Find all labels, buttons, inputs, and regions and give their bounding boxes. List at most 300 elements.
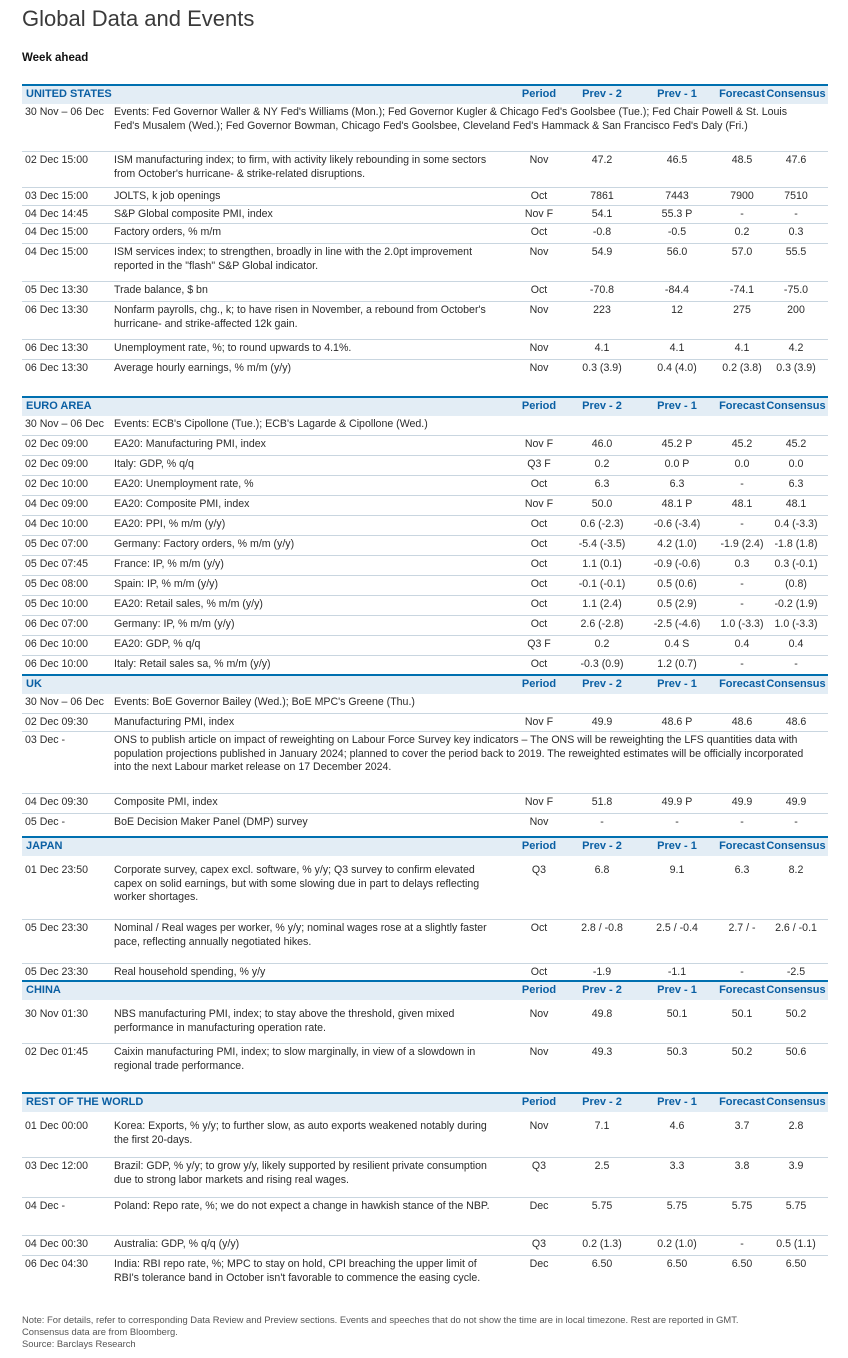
column-header-prev2: Prev - 2 xyxy=(582,88,622,100)
row-prev1: 48.6 P xyxy=(661,716,693,728)
row-prev2: - xyxy=(600,816,604,828)
row-prev1: -84.4 xyxy=(664,284,690,296)
row-divider xyxy=(22,731,828,732)
row-consensus: 1.0 (-3.3) xyxy=(774,618,818,630)
row-prev2: -0.1 (-0.1) xyxy=(578,578,626,590)
row-event: Caixin manufacturing PMI, index; to slow marginally, in view of a slowdown in regional trade performance. xyxy=(114,1046,476,1072)
column-header-forecast: Forecast xyxy=(719,840,765,852)
row-date: 04 Dec 09:30 xyxy=(25,796,89,808)
row-consensus: (0.8) xyxy=(785,578,807,590)
row-consensus: 50.2 xyxy=(785,1008,807,1020)
row-consensus: 48.6 xyxy=(785,716,807,728)
row-prev2: 7861 xyxy=(590,190,614,202)
row-event: Nominal / Real wages per worker, % y/y; nominal wages rose at a slightly faster pace, reflecting annually negotiated hikes. xyxy=(114,922,487,948)
row-consensus: -1.8 (1.8) xyxy=(774,538,818,550)
row-prev2: 49.3 xyxy=(591,1046,613,1058)
row-date: 06 Dec 04:30 xyxy=(25,1258,89,1270)
row-forecast: - xyxy=(740,658,744,670)
row-prev2: 1.1 (2.4) xyxy=(582,598,622,610)
row-date: 03 Dec 15:00 xyxy=(25,190,89,202)
row-period: Nov xyxy=(529,362,549,374)
row-divider xyxy=(22,555,828,556)
row-event: EA20: Manufacturing PMI, index xyxy=(114,438,266,450)
row-event: Trade balance, $ bn xyxy=(114,284,208,296)
row-consensus: 7510 xyxy=(784,190,808,202)
row-event: Factory orders, % m/m xyxy=(114,226,222,238)
row-forecast: 4.1 xyxy=(734,342,750,354)
row-consensus: 0.4 xyxy=(788,638,804,650)
row-divider xyxy=(22,187,828,188)
row-consensus: 0.3 (3.9) xyxy=(776,362,816,374)
row-prev1: 49.9 P xyxy=(661,796,693,808)
row-period: Oct xyxy=(530,658,548,670)
row-period: Nov xyxy=(529,1120,549,1132)
column-header-forecast: Forecast xyxy=(719,678,765,690)
row-consensus: - xyxy=(794,816,798,828)
row-prev2: 0.6 (-2.3) xyxy=(580,518,624,530)
row-forecast: 3.8 xyxy=(734,1160,750,1172)
row-period: Oct xyxy=(530,518,548,530)
row-period: Dec xyxy=(529,1200,549,1212)
row-period: Nov F xyxy=(524,208,554,220)
row-prev2: -0.8 xyxy=(592,226,612,238)
row-period: Oct xyxy=(530,922,548,934)
row-period: Q3 F xyxy=(527,638,551,650)
row-prev1: 5.75 xyxy=(666,1200,688,1212)
row-period: Oct xyxy=(530,966,548,978)
row-divider xyxy=(22,301,828,302)
row-event: EA20: PPI, % m/m (y/y) xyxy=(114,518,226,530)
row-prev1: 0.5 (0.6) xyxy=(657,578,697,590)
row-divider xyxy=(22,713,828,714)
row-prev1: -0.5 xyxy=(667,226,687,238)
row-event: JOLTS, k job openings xyxy=(114,190,221,202)
column-header-forecast: Forecast xyxy=(719,88,765,100)
row-prev1: 0.2 (1.0) xyxy=(657,1238,697,1250)
row-consensus: 48.1 xyxy=(785,498,807,510)
column-header-period: Period xyxy=(521,678,557,690)
row-consensus: 4.2 xyxy=(788,342,804,354)
row-forecast: - xyxy=(740,518,744,530)
row-date: 30 Nov – 06 Dec xyxy=(25,106,104,118)
row-date: 04 Dec 14:45 xyxy=(25,208,89,220)
section-header xyxy=(22,1092,828,1112)
row-consensus: 50.6 xyxy=(785,1046,807,1058)
row-prev1: 50.3 xyxy=(666,1046,688,1058)
row-consensus: 55.5 xyxy=(785,246,807,258)
column-header-prev1: Prev - 1 xyxy=(657,1096,697,1108)
row-period: Q3 xyxy=(531,1238,547,1250)
row-forecast: - xyxy=(740,966,744,978)
section-title: JAPAN xyxy=(26,840,63,852)
row-divider xyxy=(22,359,828,360)
row-consensus: - xyxy=(794,208,798,220)
row-prev1: 4.1 xyxy=(669,342,685,354)
row-event: France: IP, % m/m (y/y) xyxy=(114,558,224,570)
row-date: 05 Dec 23:30 xyxy=(25,966,89,978)
column-header-forecast: Forecast xyxy=(719,400,765,412)
section-title: UNITED STATES xyxy=(26,88,112,100)
row-date: 30 Nov – 06 Dec xyxy=(25,696,104,708)
row-event: Germany: IP, % m/m (y/y) xyxy=(114,618,235,630)
row-divider xyxy=(22,1197,828,1198)
row-forecast: 45.2 xyxy=(731,438,753,450)
row-prev2: 1.1 (0.1) xyxy=(582,558,622,570)
row-forecast: 6.50 xyxy=(731,1258,753,1270)
row-event: EA20: GDP, % q/q xyxy=(114,638,201,650)
row-divider xyxy=(22,1255,828,1256)
row-consensus: 0.5 (1.1) xyxy=(776,1238,816,1250)
row-prev2: 54.1 xyxy=(591,208,613,220)
row-date: 05 Dec 08:00 xyxy=(25,578,89,590)
row-prev2: 7.1 xyxy=(594,1120,610,1132)
row-prev1: 6.50 xyxy=(666,1258,688,1270)
row-date: 05 Dec - xyxy=(25,816,66,828)
row-prev2: 5.75 xyxy=(591,1200,613,1212)
row-period: Nov F xyxy=(524,796,554,808)
row-event: ISM services index; to strengthen, broadly in line with the 2.0pt improvement reported in the "flash" S&P Global indicator. xyxy=(114,246,473,272)
row-forecast: - xyxy=(740,578,744,590)
row-forecast: 0.0 xyxy=(734,458,750,470)
row-forecast: 0.3 xyxy=(734,558,750,570)
section-header xyxy=(22,674,828,694)
row-consensus: 2.6 / -0.1 xyxy=(775,922,817,934)
row-consensus: 6.50 xyxy=(785,1258,807,1270)
row-date: 02 Dec 10:00 xyxy=(25,478,89,490)
footnote-line: Consensus data are from Bloomberg. xyxy=(22,1326,178,1338)
row-date: 06 Dec 13:30 xyxy=(25,304,89,316)
row-prev1: -2.5 (-4.6) xyxy=(653,618,701,630)
row-forecast: 0.2 xyxy=(734,226,750,238)
row-date: 02 Dec 09:00 xyxy=(25,458,89,470)
row-prev1: 48.1 P xyxy=(661,498,693,510)
row-consensus: 200 xyxy=(787,304,805,316)
row-forecast: - xyxy=(740,816,744,828)
column-header-consensus: Consensus xyxy=(766,88,826,100)
row-forecast: 1.0 (-3.3) xyxy=(720,618,764,630)
row-prev2: 51.8 xyxy=(591,796,613,808)
row-period: Nov F xyxy=(524,716,554,728)
row-forecast: 57.0 xyxy=(731,246,753,258)
column-header-prev1: Prev - 1 xyxy=(657,678,697,690)
row-prev2: 0.2 xyxy=(594,458,610,470)
column-header-consensus: Consensus xyxy=(766,678,826,690)
row-event: Average hourly earnings, % m/m (y/y) xyxy=(114,362,292,374)
row-event: Events: ECB's Cipollone (Tue.); ECB's Lagarde & Cipollone (Wed.) xyxy=(114,418,428,430)
row-forecast: 3.7 xyxy=(734,1120,750,1132)
row-divider xyxy=(22,475,828,476)
row-event: Corporate survey, capex excl. software, % y/y; Q3 survey to confirm elevated capex on solid earnings, but with some slowing due in part to delays reflecting worker shortages. xyxy=(114,864,480,904)
row-date: 04 Dec 15:00 xyxy=(25,226,89,238)
row-date: 01 Dec 23:50 xyxy=(25,864,89,876)
row-event: ONS to publish article on impact of reweighting on Labour Force Survey key indicators – The ONS will be reweighting the LFS quantities data with population projections published in January 2024; planned to cover the period back to 2019. The reweighted estimates will be officially incorporated into the next Labour market release on 17 December 2024. xyxy=(114,734,804,774)
row-date: 02 Dec 09:30 xyxy=(25,716,89,728)
row-period: Oct xyxy=(530,578,548,590)
row-consensus: 0.0 xyxy=(788,458,804,470)
row-prev1: - xyxy=(675,816,679,828)
column-header-prev2: Prev - 2 xyxy=(582,400,622,412)
row-consensus: 0.3 (-0.1) xyxy=(774,558,818,570)
row-event: Manufacturing PMI, index xyxy=(114,716,235,728)
row-event: India: RBI repo rate, %; MPC to stay on hold, CPI breaching the upper limit of RBI's tolerance band in October isn't favorable to commence the easing cycle. xyxy=(114,1258,481,1284)
column-header-forecast: Forecast xyxy=(719,984,765,996)
row-period: Nov xyxy=(529,816,549,828)
row-date: 04 Dec 10:00 xyxy=(25,518,89,530)
row-prev2: 0.2 (1.3) xyxy=(582,1238,622,1250)
row-date: 02 Dec 01:45 xyxy=(25,1046,89,1058)
row-period: Oct xyxy=(530,558,548,570)
row-event: EA20: Composite PMI, index xyxy=(114,498,250,510)
row-prev1: -0.6 (-3.4) xyxy=(653,518,701,530)
row-divider xyxy=(22,495,828,496)
row-event: BoE Decision Maker Panel (DMP) survey xyxy=(114,816,308,828)
row-event: Brazil: GDP, % y/y; to grow y/y, likely supported by resilient private consumption due to strong labor markets and rising real wages. xyxy=(114,1160,487,1186)
row-period: Nov xyxy=(529,304,549,316)
row-consensus: - xyxy=(794,658,798,670)
row-divider xyxy=(22,535,828,536)
row-date: 04 Dec 15:00 xyxy=(25,246,89,258)
section-rest-of-the-world xyxy=(22,1092,828,1284)
row-prev2: 2.6 (-2.8) xyxy=(580,618,624,630)
row-forecast: - xyxy=(740,598,744,610)
row-divider xyxy=(22,963,828,964)
row-prev2: 49.9 xyxy=(591,716,613,728)
row-period: Nov xyxy=(529,342,549,354)
row-date: 06 Dec 13:30 xyxy=(25,362,89,374)
row-prev1: 45.2 P xyxy=(661,438,693,450)
row-consensus: 8.2 xyxy=(788,864,804,876)
row-event: Australia: GDP, % q/q (y/y) xyxy=(114,1238,240,1250)
row-date: 06 Dec 13:30 xyxy=(25,342,89,354)
row-consensus: 0.4 (-3.3) xyxy=(774,518,818,530)
row-date: 03 Dec - xyxy=(25,734,66,746)
row-event: Poland: Repo rate, %; we do not expect a change in hawkish stance of the NBP. xyxy=(114,1200,490,1212)
column-header-prev2: Prev - 2 xyxy=(582,678,622,690)
row-prev1: 3.3 xyxy=(669,1160,685,1172)
row-period: Nov F xyxy=(524,438,554,450)
row-prev1: -1.1 xyxy=(667,966,687,978)
row-date: 04 Dec 09:00 xyxy=(25,498,89,510)
section-title: CHINA xyxy=(26,984,61,996)
row-event: Composite PMI, index xyxy=(114,796,218,808)
column-header-forecast: Forecast xyxy=(719,1096,765,1108)
row-consensus: 45.2 xyxy=(785,438,807,450)
column-header-period: Period xyxy=(521,400,557,412)
row-prev2: -0.3 (0.9) xyxy=(580,658,624,670)
row-divider xyxy=(22,281,828,282)
row-date: 02 Dec 15:00 xyxy=(25,154,89,166)
row-event: ISM manufacturing index; to firm, with activity likely rebounding in some sectors from October's hurricane- & strike-related disruptions. xyxy=(114,154,487,180)
row-divider xyxy=(22,575,828,576)
row-divider xyxy=(22,635,828,636)
row-prev1: 7443 xyxy=(665,190,689,202)
row-prev2: -5.4 (-3.5) xyxy=(578,538,626,550)
row-period: Oct xyxy=(530,284,548,296)
column-header-period: Period xyxy=(521,88,557,100)
row-date: 06 Dec 07:00 xyxy=(25,618,89,630)
section-title: REST OF THE WORLD xyxy=(26,1096,144,1108)
row-prev1: 4.6 xyxy=(669,1120,685,1132)
row-forecast: 5.75 xyxy=(731,1200,753,1212)
column-header-prev1: Prev - 1 xyxy=(657,840,697,852)
row-period: Oct xyxy=(530,598,548,610)
row-prev1: 56.0 xyxy=(666,246,688,258)
row-prev2: -1.9 xyxy=(592,966,612,978)
section-header xyxy=(22,836,828,856)
section-euro-area xyxy=(22,396,828,670)
section-header xyxy=(22,396,828,416)
row-event: Italy: GDP, % q/q xyxy=(114,458,194,470)
row-consensus: 2.8 xyxy=(788,1120,804,1132)
column-header-period: Period xyxy=(521,840,557,852)
footnote-line: Source: Barclays Research xyxy=(22,1338,136,1350)
section-title: EURO AREA xyxy=(26,400,92,412)
row-period: Nov xyxy=(529,1008,549,1020)
row-consensus: 5.75 xyxy=(785,1200,807,1212)
row-date: 06 Dec 10:00 xyxy=(25,638,89,650)
row-prev2: 46.0 xyxy=(591,438,613,450)
row-forecast: 6.3 xyxy=(734,864,750,876)
row-consensus: -75.0 xyxy=(783,284,809,296)
footnote xyxy=(22,1314,828,1351)
column-header-consensus: Consensus xyxy=(766,1096,826,1108)
row-event: Events: BoE Governor Bailey (Wed.); BoE MPC's Greene (Thu.) xyxy=(114,696,415,708)
row-period: Nov xyxy=(529,1046,549,1058)
footnote-line: Note: For details, refer to corresponding Data Review and Preview sections. Events and speeches that do not show the time are in local timezone. Rest are reported in GMT. xyxy=(22,1314,739,1325)
row-period: Q3 xyxy=(531,864,547,876)
row-divider xyxy=(22,1235,828,1236)
row-forecast: 0.2 (3.8) xyxy=(722,362,762,374)
row-date: 05 Dec 13:30 xyxy=(25,284,89,296)
row-consensus: 0.3 xyxy=(788,226,804,238)
row-forecast: - xyxy=(740,208,744,220)
row-period: Oct xyxy=(530,478,548,490)
row-prev2: 6.3 xyxy=(594,478,610,490)
row-divider xyxy=(22,435,828,436)
row-divider xyxy=(22,455,828,456)
row-event: NBS manufacturing PMI, index; to stay above the threshold, given mixed performance in manufacturing operation rate. xyxy=(114,1008,455,1034)
section-header xyxy=(22,980,828,1000)
row-date: 30 Nov 01:30 xyxy=(25,1008,89,1020)
row-prev1: 1.2 (0.7) xyxy=(657,658,697,670)
row-divider xyxy=(22,1157,828,1158)
column-header-prev1: Prev - 1 xyxy=(657,984,697,996)
row-consensus: -2.5 xyxy=(786,966,806,978)
row-prev2: 54.9 xyxy=(591,246,613,258)
section-header xyxy=(22,84,828,104)
row-date: 06 Dec 10:00 xyxy=(25,658,89,670)
row-period: Oct xyxy=(530,190,548,202)
row-date: 30 Nov – 06 Dec xyxy=(25,418,104,430)
row-forecast: 275 xyxy=(733,304,751,316)
section-japan xyxy=(22,836,828,978)
column-header-consensus: Consensus xyxy=(766,840,826,852)
column-header-consensus: Consensus xyxy=(766,984,826,996)
row-date: 04 Dec 00:30 xyxy=(25,1238,89,1250)
row-divider xyxy=(22,919,828,920)
row-divider xyxy=(22,205,828,206)
column-header-period: Period xyxy=(521,1096,557,1108)
row-event: EA20: Retail sales, % m/m (y/y) xyxy=(114,598,263,610)
row-period: Oct xyxy=(530,618,548,630)
row-date: 01 Dec 00:00 xyxy=(25,1120,89,1132)
row-forecast: 50.1 xyxy=(731,1008,753,1020)
row-prev1: 0.5 (2.9) xyxy=(657,598,697,610)
row-prev1: 6.3 xyxy=(669,478,685,490)
section-united-states xyxy=(22,84,828,374)
row-divider xyxy=(22,223,828,224)
row-consensus: -0.2 (1.9) xyxy=(774,598,818,610)
row-prev2: 47.2 xyxy=(591,154,613,166)
column-header-prev2: Prev - 2 xyxy=(582,984,622,996)
row-date: 05 Dec 07:45 xyxy=(25,558,89,570)
row-divider xyxy=(22,339,828,340)
row-consensus: 3.9 xyxy=(788,1160,804,1172)
row-event: Germany: Factory orders, % m/m (y/y) xyxy=(114,538,295,550)
row-forecast: 48.5 xyxy=(731,154,753,166)
row-prev2: 49.8 xyxy=(591,1008,613,1020)
column-header-period: Period xyxy=(521,984,557,996)
row-date: 05 Dec 10:00 xyxy=(25,598,89,610)
row-prev2: -70.8 xyxy=(589,284,615,296)
row-period: Oct xyxy=(530,538,548,550)
row-divider xyxy=(22,615,828,616)
row-period: Q3 F xyxy=(527,458,551,470)
row-event: Nonfarm payrolls, chg., k; to have risen in November, a rebound from October's hurricane- and strike-affected 12k gain. xyxy=(114,304,486,330)
row-forecast: 48.6 xyxy=(731,716,753,728)
row-prev1: -0.9 (-0.6) xyxy=(653,558,701,570)
row-prev2: 6.8 xyxy=(594,864,610,876)
column-header-consensus: Consensus xyxy=(766,400,826,412)
row-date: 04 Dec - xyxy=(25,1200,66,1212)
row-date: 05 Dec 23:30 xyxy=(25,922,89,934)
column-header-prev1: Prev - 1 xyxy=(657,88,697,100)
row-consensus: 6.3 xyxy=(788,478,804,490)
row-prev1: 46.5 xyxy=(666,154,688,166)
row-divider xyxy=(22,793,828,794)
row-prev2: 2.5 xyxy=(594,1160,610,1172)
row-prev1: 0.4 S xyxy=(664,638,690,650)
row-prev1: 9.1 xyxy=(669,864,685,876)
row-divider xyxy=(22,813,828,814)
row-prev1: 4.2 (1.0) xyxy=(657,538,697,550)
row-prev2: 4.1 xyxy=(594,342,610,354)
row-forecast: -74.1 xyxy=(729,284,755,296)
row-forecast: -1.9 (2.4) xyxy=(720,538,764,550)
row-event: S&P Global composite PMI, index xyxy=(114,208,273,220)
row-period: Dec xyxy=(529,1258,549,1270)
section-china xyxy=(22,980,828,1072)
row-divider xyxy=(22,655,828,656)
row-period: Nov xyxy=(529,246,549,258)
row-prev1: 2.5 / -0.4 xyxy=(656,922,698,934)
row-consensus: 47.6 xyxy=(785,154,807,166)
row-event: Events: Fed Governor Waller & NY Fed's Williams (Mon.); Fed Governor Kugler & Chicago Fed's Goolsbee (Tue.); Fed Chair Powell & St. Louis Fed's Musalem (Wed.); Fed Governor Bowman, Chicago Fed's Goolsbee, Cleveland Fed's Hammack & San Francisco Fed's Daly (Fri.) xyxy=(114,106,788,132)
section-title: UK xyxy=(26,678,42,690)
row-divider xyxy=(22,595,828,596)
row-prev2: 6.50 xyxy=(591,1258,613,1270)
row-forecast: 49.9 xyxy=(731,796,753,808)
row-event: Real household spending, % y/y xyxy=(114,966,266,978)
row-divider xyxy=(22,1043,828,1044)
row-divider xyxy=(22,243,828,244)
column-header-prev2: Prev - 2 xyxy=(582,840,622,852)
column-header-prev1: Prev - 1 xyxy=(657,400,697,412)
row-date: 03 Dec 12:00 xyxy=(25,1160,89,1172)
row-forecast: - xyxy=(740,1238,744,1250)
row-period: Q3 xyxy=(531,1160,547,1172)
row-prev1: 55.3 P xyxy=(661,208,693,220)
